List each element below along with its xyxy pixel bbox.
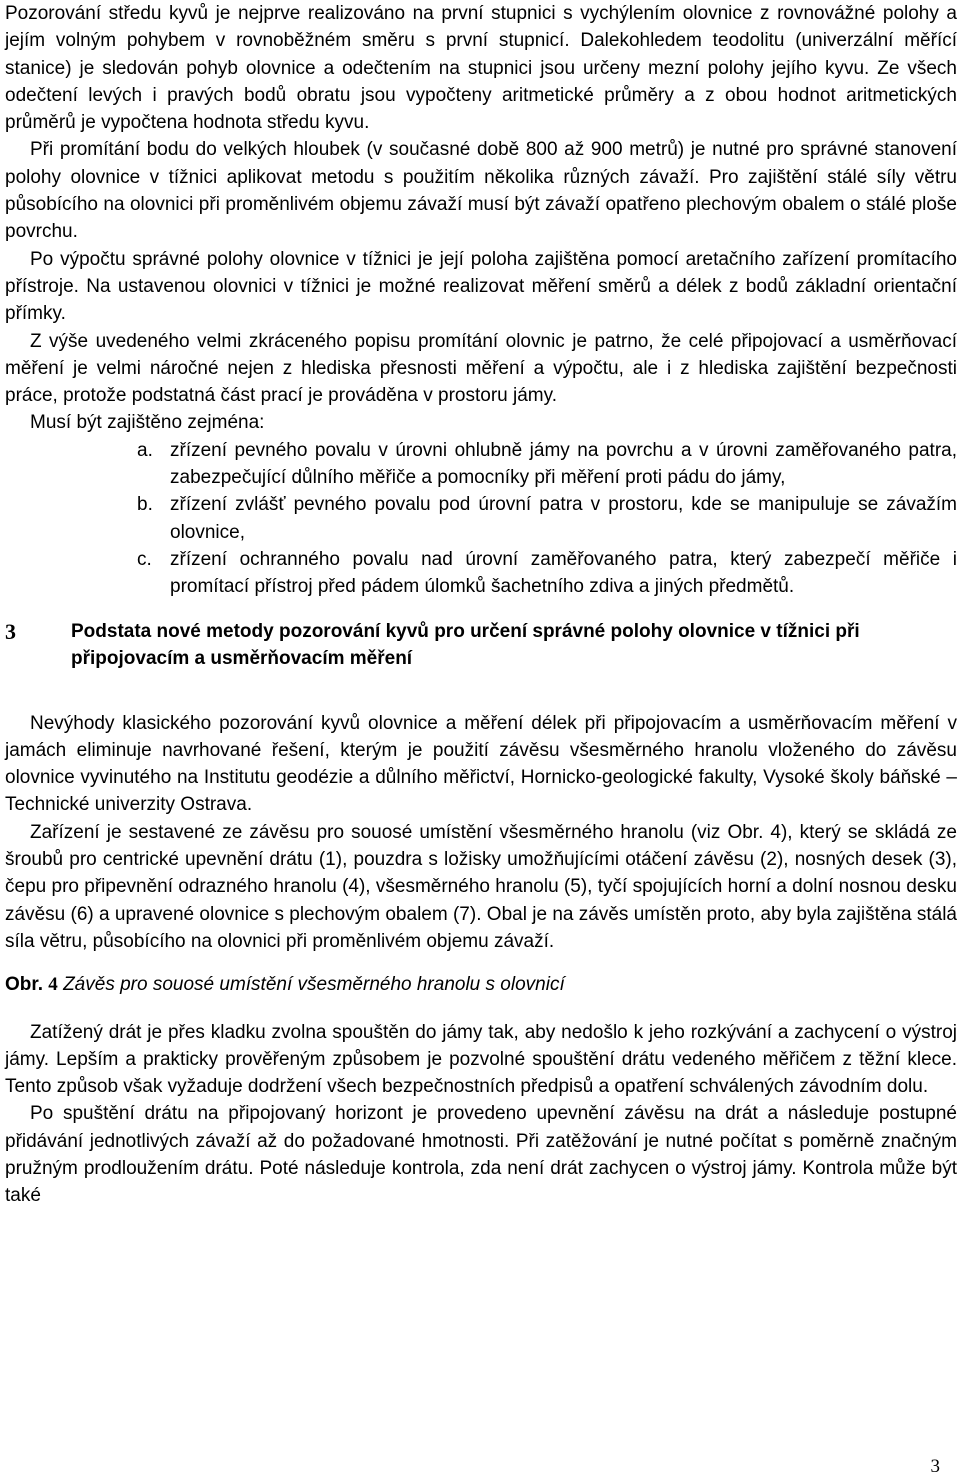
list-item-text: zřízení ochranného povalu nad úrovní zaměřovaného patra, který zabezpečí měřiče i promítací přístroj před pádem úlomků šachetního zdiva a jiných předmětů. xyxy=(170,548,957,598)
list-item xyxy=(5,546,957,601)
figure-number: 4 xyxy=(48,974,58,996)
paragraph-requirements-intro: Musí být zajištěno zejména: xyxy=(30,412,265,434)
figure-caption xyxy=(5,971,957,998)
list-marker: c. xyxy=(137,548,152,570)
figure-label: Obr. xyxy=(5,974,44,996)
list-item-text: zřízení zvlášť pevného povalu pod úrovní patra v prostoru, kde se manipuluje se závažím olovnice, xyxy=(170,494,957,543)
list-item xyxy=(5,437,957,492)
section-heading xyxy=(5,618,957,672)
requirements-list xyxy=(5,437,957,601)
list-marker: a. xyxy=(137,439,153,461)
paragraph-summary: Z výše uvedeného velmi zkráceného popisu promítání olovnic je patrno, že celé připojovací a usměrňovací měření je velmi náročné nejen z hlediska přesnosti měření a výpočtu, ale i z hlediska zajištění bezpečnosti práce, protože podstatná část prací je prováděna v prostoru jámy. xyxy=(5,330,957,407)
figure-caption-text: Závěs pro souosé umístění všesměrného hranolu s olovnicí xyxy=(63,974,565,996)
paragraph-plumb-position: Po výpočtu správné polohy olovnice v tížnici je její poloha zajištěna pomocí aretačního zařízení promítacího přístroje. Na ustavenou olovnici v tížnici je možné realizovat měření směrů a délek z bodů základní orientační přímky. xyxy=(5,248,957,325)
paragraph-wire-lowering: Zatížený drát je přes kladku zvolna spouštěn do jámy tak, aby nedošlo k jeho rozkývání a zachycení o výstroj jámy. Lepším a prakticky prověřeným způsobem je pozvolné spouštění drátu vedeného měřičem z těžní klece. Tento způsob však vyžaduje dodržení všech bezpečnostních předpisů a opatření schválených závodním dolu. xyxy=(5,1021,957,1098)
list-item xyxy=(5,491,957,546)
list-item-text: zřízení pevného povalu v úrovni ohlubně jámy na povrchu a v úrovni zaměřovaného patra, zabezpečující důlního měřiče a pomocníky při měření proti pádu do jámy, xyxy=(170,439,957,489)
page-number: 3 xyxy=(930,1456,940,1477)
section-number: 3 xyxy=(5,618,16,644)
list-marker: b. xyxy=(137,494,153,516)
paragraph-deep-projection: Při promítání bodu do velkých hloubek (v současné době 800 až 900 metrů) je nutné pro správné stanovení polohy olovnice v tížnici aplikovat metodu s použitím několika různých závaží. Pro zajištění stálé síly větru působícího na olovnici při proměnlivém objemu závaží musí být závaží opatřeno plechovým obalem o stálé ploše povrchu. xyxy=(5,139,957,243)
paragraph-swing-observation: Pozorování středu kyvů je nejprve realizováno na první stupnici s vychýlením olovnice z rovnovážné polohy a jejím volným pohybem v rovnoběžném směru s první stupnicí. Dalekohledem teodolitu (univerzální měřící stanice) je sledován pohyb olovnice a odečtením na stupnici jsou určeny mezní polohy jejího kyvu. Ze všech odečtení levých i pravých bodů obratu jsou vypočteny aritmetické průměry a z obou hodnot aritmetických průměrů je vypočtena hodnota středu kyvu. xyxy=(5,3,957,134)
section-title: Podstata nové metody pozorování kyvů pro určení správné polohy olovnice v tížnici při připojovacím a usměrňovacím měření xyxy=(71,620,860,669)
document-page xyxy=(5,0,957,1210)
paragraph-new-method: Nevýhody klasického pozorování kyvů olovnice a měření délek při připojovacím a usměrňovacím měření v jamách eliminuje navrhované řešení, kterým je použití závěsu všesměrného hranolu vloženého do závěsu olovnice vyvinutého na Institutu geodézie a důlního měřictví, Hornicko-geologické fakulty, Vysoké školy báňské – Technické univerzity Ostrava. xyxy=(5,712,957,816)
paragraph-wire-loading: Po spuštění drátu na připojovaný horizont je provedeno upevnění závěsu na drát a následuje postupné přidávání jednotlivých závaží až do požadované hmotnosti. Při zatěžování je nutné počítat s poměrně značným pružným prodloužením drátu. Poté následuje kontrola, zda není drát zachycen o výstroj jámy. Kontrola může být také xyxy=(5,1103,957,1207)
paragraph-device-description: Zařízení je sestavené ze závěsu pro souosé umístění všesměrného hranolu (viz Obr. 4), který se skládá ze šroubů pro centrické upevnění drátu (1), pouzdra s ložisky umožňujícími otáčení závěsu (2), nosných desek (3), čepu pro připevnění odrazného hranolu (4), všesměrného hranolu (5), tyčí spojujících horní a dolní nosnou desku závěsu (6) a upravené olovnice s plechovým obalem (7). Obal je na závěs umístěn proto, aby byla zajištěna stálá síla větru, působícího na olovnici při proměnlivém objemu závaží. xyxy=(5,821,957,952)
